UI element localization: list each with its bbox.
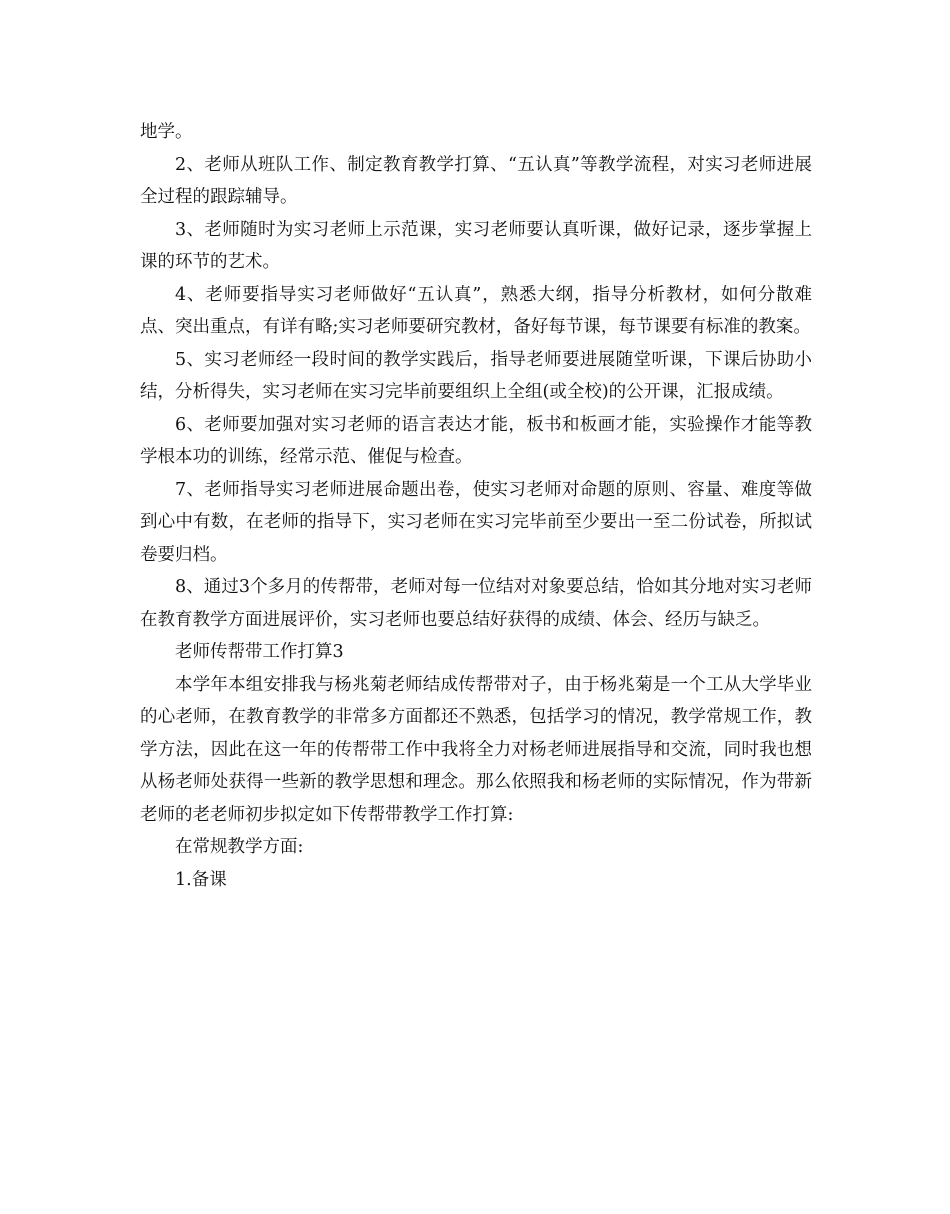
paragraph-item-4: 4、老师要指导实习老师做好“五认真”，熟悉大纲，指导分析教材，如何分散难点、突出重点，有详有略;实习老师要研究教材，备好每节课，每节课要有标准的教案。 <box>140 284 812 337</box>
paragraph-continuation: 地学。 <box>140 122 193 142</box>
paragraph-item-8: 8、通过3个多月的传帮带，老师对每一位结对对象要总结，恰如其分地对实习老师在教育教学方面进展评价，实习老师也要总结好获得的成绩、体会、经历与缺乏。 <box>140 577 812 630</box>
list-item-heading: 1.备课 <box>175 869 227 890</box>
paragraph-item-6: 6、老师要加强对实习老师的语言表达才能，板书和板画才能，实验操作才能等教学根本功的训练，经常示范、催促与检查。 <box>140 414 812 467</box>
subsection-heading: 在常规教学方面: <box>175 837 304 857</box>
document-body <box>140 116 812 896</box>
paragraph-item-7: 7、老师指导实习老师进展命题出卷，使实习老师对命题的原则、容量、难度等做到心中有数，在老师的指导下，实习老师在实习完毕前至少要出一至二份试卷，所拟试卷要归档。 <box>140 479 812 565</box>
paragraph-intro: 本学年本组安排我与杨兆菊老师结成传帮带对子，由于杨兆菊是一个工从大学毕业的心老师，在教育教学的非常多方面都还不熟悉，包括学习的情况，教学常规工作，教学方法，因此在这一年的传帮带工作中我将全力对杨老师进展指导和交流，同时我也想从杨老师处获得一些新的教学思想和理念。那么依照我和杨老师的实际情况，作为带新老师的老老师初步拟定如下传帮带教学工作打算: <box>140 674 812 825</box>
section-heading: 老师传帮带工作打算3 <box>175 642 344 662</box>
paragraph-item-3: 3、老师随时为实习老师上示范课，实习老师要认真听课，做好记录，逐步掌握上课的环节的艺术。 <box>140 219 812 272</box>
paragraph-item-5: 5、实习老师经一段时间的教学实践后，指导老师要进展随堂听课，下课后协助小结，分析得失，实习老师在实习完毕前要组织上全组(或全校)的公开课，汇报成绩。 <box>140 349 812 402</box>
paragraph-item-2: 2、老师从班队工作、制定教育教学打算、“五认真”等教学流程，对实习老师进展全过程的跟踪辅导。 <box>140 154 812 207</box>
